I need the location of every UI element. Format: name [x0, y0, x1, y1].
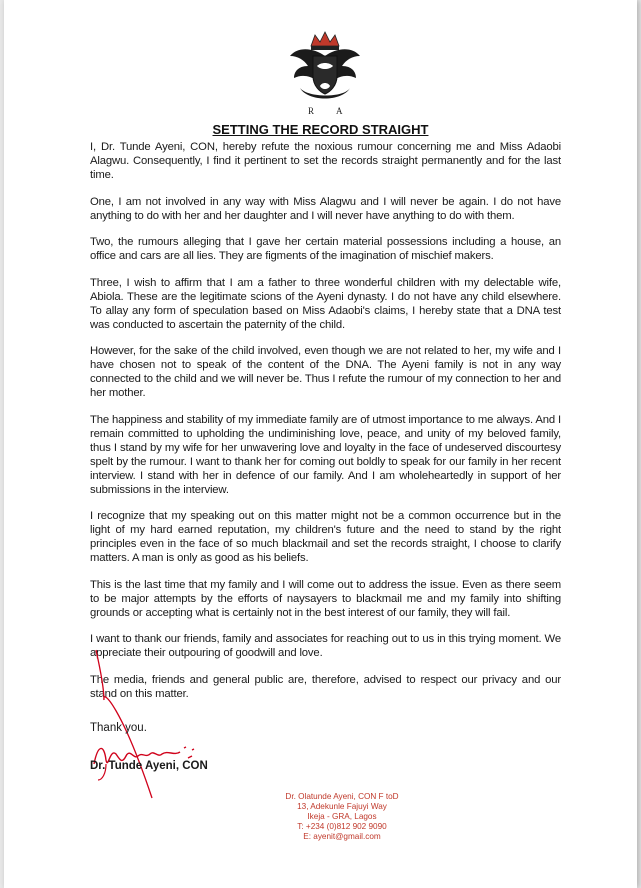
paragraph: Two, the rumours alleging that I gave her certain material possessions including a house, an office and cars are all lies. They are figments of the imagination of mischief makers. [90, 236, 561, 262]
letter-page [4, 0, 637, 888]
letter-title: SETTING THE RECORD STRAIGHT [212, 122, 429, 137]
svg-text:A: A [336, 106, 343, 116]
address-line: Dr. Olatunde Ayeni, CON F toD [285, 792, 399, 801]
closing-text: Thank you. [90, 722, 147, 734]
signatory-name: Dr. Tunde Ayeni, CON [90, 760, 208, 772]
handwritten-signature [88, 734, 248, 782]
paragraph: The media, friends and general public are, therefore, advised to respect our privacy and our stand on this matter. [90, 673, 561, 700]
paragraph: However, for the sake of the child involved, even though we are not related to her, my wife and I have chosen not to speak of the content of the DNA. The Ayeni family is not in any way connected to the child and we will never be. Thus I refute the rumour of my connection to her and her mother. [90, 345, 561, 399]
eagle-crest-icon [286, 26, 364, 122]
paragraph: One, I am not involved in any way with Miss Alagwu and I will never be again. I do not have anything to do with her and her daughter and I will never have anything to do with them. [90, 195, 561, 222]
paragraph: I, Dr. Tunde Ayeni, CON, hereby refute the noxious rumour concerning me and Miss Adaobi Alagwu. Consequently, I find it pertinent to set the records straight permanently and for the last time. [90, 141, 561, 181]
paragraph: Three, I wish to affirm that I am a father to three wonderful children with my delectable wife, Abiola. These are the legitimate scions of the Ayeni dynasty. I do not have any child elsewhere. To allay any form of speculation based on Miss Adaobi's claims, I hereby state that a DNA test was conducted to ascertain the paternity of the child. [90, 276, 561, 331]
address-line: E: ayenit@gmail.com [303, 832, 381, 841]
letter-body [90, 140, 561, 701]
address-line: T: +234 (0)812 902 9090 [297, 822, 387, 831]
crown-icon [311, 32, 339, 50]
paragraph: I want to thank our friends, family and associates for reaching out to us in this trying moment. We appreciate their outpouring of goodwill and love. [90, 633, 561, 659]
svg-text:R: R [308, 106, 315, 116]
address-line: 13, Adekunle Fajuyi Way [297, 802, 387, 811]
paragraph: The happiness and stability of my immediate family are of utmost importance to me always. And I remain committed to upholding the undiminishing love, peace, and unity of my beloved family, thus I stand by my wife for her unwavering love and loyalty in the face of undeserved discourtesy spelt by the rumour. I want to thank her for coming out boldly to speak for our family in her recent interview. I stand with her in defence of our family. And I am wholeheartedly in support of her submissions in the interview. [90, 413, 561, 496]
address-line: Ikeja - GRA, Lagos [307, 812, 377, 821]
paragraph: This is the last time that my family and I will come out to address the issue. Even as there seem to be major attempts by the efforts of naysayers to blackmail me and my family into shifting grounds or accepting what is certainly not in the best interest of our family, they will fail. [90, 578, 561, 619]
paragraph: I recognize that my speaking out on this matter might not be a common occurrence but in the light of my hard earned reputation, my children's future and the need to stand by the right principles even in the face of so much blackmail and set the records straight, I choose to clarify matters. A man is only as good as his beliefs. [90, 510, 561, 564]
sender-address-block [252, 792, 432, 842]
